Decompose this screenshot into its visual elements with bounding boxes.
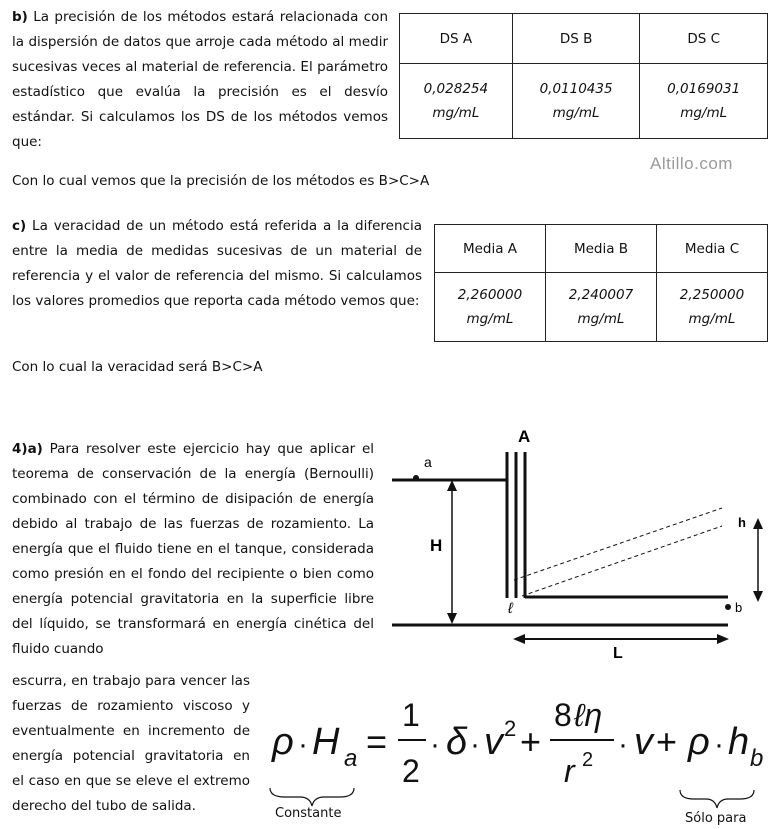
height-H-arrowhead-top xyxy=(447,480,457,491)
svg-text:a: a xyxy=(344,745,358,772)
svg-text:2: 2 xyxy=(402,753,420,789)
length-L-arrowhead-left xyxy=(513,634,525,644)
mean-unit-a: mg/mL xyxy=(466,311,514,327)
point-a-label: a xyxy=(424,454,432,470)
svg-text:H: H xyxy=(312,721,340,763)
label-H: H xyxy=(430,536,443,555)
svg-text:v: v xyxy=(484,721,503,763)
section-c-label: c) xyxy=(12,218,27,234)
mean-value-a: 2,260000 xyxy=(457,287,523,303)
label-A: A xyxy=(518,427,531,446)
label-L: L xyxy=(613,645,623,662)
ds-value-b: 0,0110435 xyxy=(539,81,613,97)
svg-text:+: + xyxy=(520,721,542,762)
section-b-text: La precisión de los métodos estará relacionada con la dispersión de datos que arroje cada método al medir sucesivas veces al material de referencia. El parámetro estadístico que evalúa la precisión es el desvío estándar. Si calculamos los DS de los métodos vemos que: xyxy=(12,9,388,150)
section-b-conclusion: Con lo cual vemos que la precisión de los métodos es B>C>A xyxy=(12,173,430,189)
svg-text:ρ: ρ xyxy=(272,721,294,763)
svg-text:8: 8 xyxy=(554,697,572,733)
ds-value-a: 0,028254 xyxy=(423,81,489,97)
svg-text:h: h xyxy=(728,721,750,763)
constant-label: Constante xyxy=(275,806,342,821)
point-b-dot xyxy=(725,604,731,610)
point-a-dot xyxy=(413,475,419,481)
ds-header-c: DS C xyxy=(640,14,768,64)
svg-text:2: 2 xyxy=(504,716,517,741)
section-c-text: La veracidad de un método está referida a la diferencia entre la media de medidas sucesivas de un material de referencia y el valor de referencia del mismo. Si calculamos los valores promedios que reporta cada método vemos que: xyxy=(12,218,422,309)
svg-text:v: v xyxy=(634,721,653,763)
svg-text:ρ: ρ xyxy=(688,721,710,763)
point-b-label: b xyxy=(735,600,743,615)
ds-unit-b: mg/mL xyxy=(552,105,600,121)
inclined-pipe-dashed-upper xyxy=(514,508,722,580)
height-h-arrowhead-top xyxy=(753,518,763,529)
ds-unit-c: mg/mL xyxy=(680,105,728,121)
mean-unit-c: mg/mL xyxy=(688,311,736,327)
label-ell: ℓ xyxy=(508,600,513,617)
svg-text:·: · xyxy=(430,728,440,761)
length-L-arrowhead-right xyxy=(717,634,729,644)
mean-header-c: Media C xyxy=(657,225,768,273)
section-4a-continuation: escurra, en trabajo para vencer las fuerzas de rozamiento viscoso y eventualmente en incremento de energía potencial gravitatoria en el caso en que se eleve el extremo derecho del tubo de salida. xyxy=(12,673,250,814)
svg-text:1: 1 xyxy=(402,697,420,733)
mean-header-a: Media A xyxy=(435,225,546,273)
ds-unit-a: mg/mL xyxy=(432,105,480,121)
watermark: Altillo.com xyxy=(650,154,733,173)
svg-text:·: · xyxy=(714,728,724,761)
inclined-pipe-dashed-lower xyxy=(522,526,722,596)
svg-text:=: = xyxy=(366,721,388,762)
section-4a-text: Para resolver este ejercicio hay que aplicar el teorema de conservación de la energía (Bernoulli) combinado con el término de disipación de energía debido al trabajo de las fuerzas de rozamiento. La energía que el fluido tiene en el tanque, considerada como presión en el fondo del recipiente o bien como energía potencial gravitatoria en la superficie libre del líquido, se transformará en energía cinética del fluido cuando xyxy=(12,441,375,657)
svg-text:δ: δ xyxy=(446,721,468,763)
svg-text:·: · xyxy=(470,728,480,761)
mean-header-b: Media B xyxy=(546,225,657,273)
svg-text:2: 2 xyxy=(582,749,594,771)
ds-value-c: 0,0169031 xyxy=(667,81,741,97)
svg-text:r: r xyxy=(564,753,575,789)
mean-value-c: 2,250000 xyxy=(679,287,745,303)
label-h: h xyxy=(738,515,746,530)
mean-unit-b: mg/mL xyxy=(577,311,625,327)
ds-header-a: DS A xyxy=(400,14,513,64)
svg-text:·: · xyxy=(618,728,628,761)
bernoulli-equation xyxy=(262,684,772,798)
section-4a-label: 4)a) xyxy=(12,441,43,457)
ds-header-b: DS B xyxy=(512,14,640,64)
svg-text:·: · xyxy=(298,728,308,761)
section-b-label: b) xyxy=(12,9,28,25)
mean-value-b: 2,240007 xyxy=(568,287,634,303)
svg-text:b: b xyxy=(750,745,764,772)
svg-text:+: + xyxy=(656,721,678,762)
only-for-label: Sólo para xyxy=(685,811,747,826)
height-h-arrowhead-bottom xyxy=(753,591,763,602)
section-c-conclusion: Con lo cual la veracidad será B>C>A xyxy=(12,359,263,375)
svg-text:ℓη: ℓη xyxy=(574,697,603,733)
height-H-arrowhead-bottom xyxy=(447,613,457,624)
